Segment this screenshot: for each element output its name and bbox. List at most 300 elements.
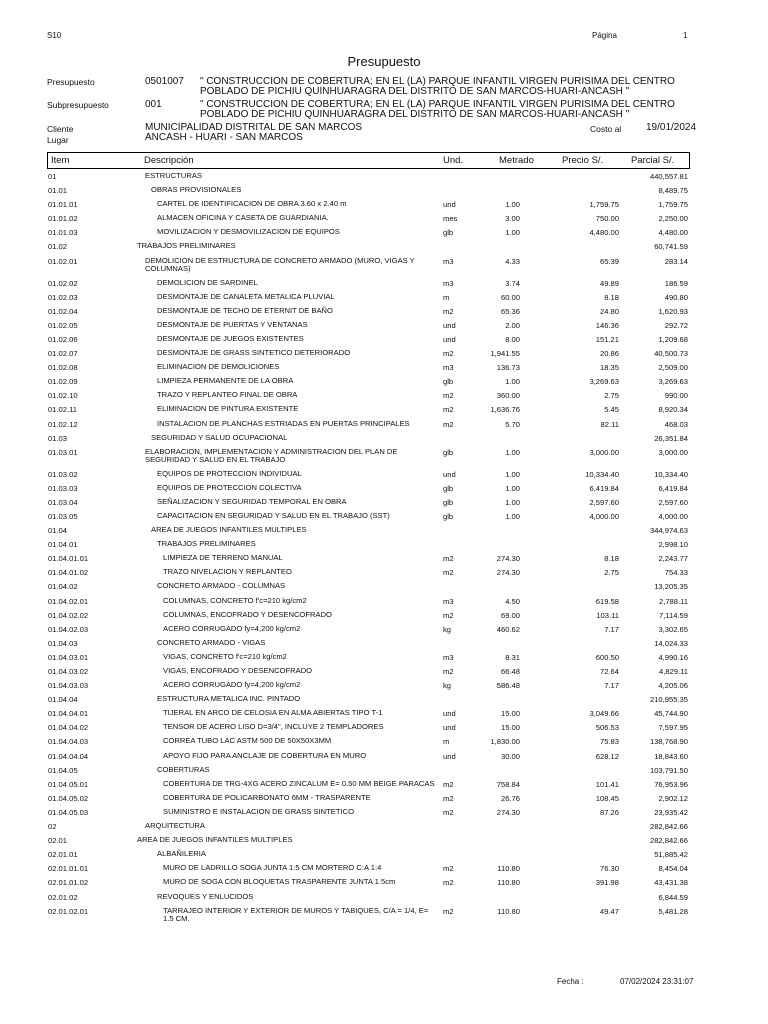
- column-und: Und.: [443, 155, 464, 166]
- row-description: VIGAS, ENCOFRADO Y DESENCOFRADO: [163, 666, 313, 675]
- row-item: 01.04.04.03: [48, 737, 89, 747]
- column-descripcion: Descripción: [144, 155, 194, 166]
- table-row: [0, 892, 768, 906]
- row-parcial: 282,842.66: [649, 836, 688, 846]
- row-parcial: 43,431.38: [654, 878, 688, 888]
- row-item: 01.04.02.02: [48, 610, 89, 620]
- row-item: 01.04.05.01: [48, 779, 89, 789]
- row-item: 01.03.05: [48, 511, 78, 521]
- row-unit: m2: [443, 878, 454, 888]
- row-precio: 1,759.75: [589, 200, 619, 210]
- row-metrado: 758.84: [496, 779, 520, 789]
- row-unit: glb: [443, 377, 454, 387]
- row-precio: 8.18: [604, 554, 619, 564]
- row-description: DESMONTAJE DE PUERTAS Y VENTANAS: [157, 319, 308, 329]
- table-row: [0, 793, 768, 807]
- row-unit: m3: [443, 652, 454, 662]
- row-metrado: 69.00: [500, 610, 520, 620]
- row-unit: m2: [443, 568, 454, 578]
- row-precio: 76.30: [599, 864, 619, 874]
- row-unit: kg: [443, 624, 452, 634]
- row-parcial: 468.03: [664, 419, 688, 429]
- row-parcial: 18,843.60: [654, 751, 688, 761]
- table-row: [0, 390, 768, 404]
- row-description: VIGAS, CONCRETO f'c=210 kg/cm2: [163, 651, 287, 661]
- row-precio: 628.12: [595, 751, 619, 761]
- fecha-label: Fecha :: [557, 977, 584, 986]
- table-row: [0, 680, 768, 694]
- row-precio: 3,049.66: [589, 709, 619, 719]
- row-description: ESTRUCTURA METALICA INC. PINTADO: [157, 694, 301, 704]
- row-unit: m2: [443, 779, 454, 789]
- row-unit: kg: [443, 681, 452, 691]
- row-metrado: 586.48: [496, 681, 520, 691]
- table-row: [0, 581, 768, 595]
- row-metrado: 360.00: [496, 391, 520, 401]
- row-metrado: 1.00: [505, 447, 520, 457]
- row-metrado: 274.30: [496, 807, 520, 817]
- row-item: 01.02.06: [48, 334, 78, 344]
- row-parcial: 1,759.75: [658, 200, 688, 210]
- row-precio: 2.75: [604, 568, 619, 578]
- row-metrado: 136.73: [496, 363, 520, 373]
- report-code: S10: [47, 31, 62, 40]
- row-parcial: 8,489.75: [658, 186, 688, 196]
- row-description: DESMONTAJE DE JUEGOS EXISTENTES: [157, 333, 304, 343]
- row-item: 01.02: [48, 242, 68, 252]
- row-metrado: 15.00: [500, 709, 520, 719]
- row-precio: 3,269.63: [589, 377, 619, 387]
- row-precio: 10,334.40: [585, 469, 619, 479]
- table-row: [0, 906, 768, 928]
- row-metrado: 3.74: [505, 278, 520, 288]
- row-description: OBRAS PROVISIONALES: [151, 185, 242, 195]
- row-description: EQUIPOS DE PROTECCION COLECTIVA: [157, 482, 302, 492]
- row-description: INSTALACION DE PLANCHAS ESTRIADAS EN PUERTAS PRINCIPALES: [157, 418, 410, 428]
- row-metrado: 1,941.55: [490, 349, 520, 359]
- row-item: 01.01.02: [48, 214, 78, 224]
- row-unit: glb: [443, 483, 454, 493]
- row-metrado: 4.50: [505, 596, 520, 606]
- row-precio: 108.45: [595, 793, 619, 803]
- row-description: COLUMNAS, ENCOFRADO Y DESENCOFRADO: [163, 609, 332, 619]
- row-item: 01.04.02.01: [48, 596, 89, 606]
- row-parcial: 282,842.66: [649, 822, 688, 832]
- table-row: [0, 624, 768, 638]
- row-precio: 18.35: [599, 363, 619, 373]
- table-row: [0, 610, 768, 624]
- row-description: ACERO CORRUGADO fy=4,200 kg/cm2: [163, 623, 301, 633]
- row-description: MURO DE LADRILLO SOGA JUNTA 1:5 CM MORTERO C:A 1:4: [163, 863, 382, 873]
- table-row: [0, 807, 768, 821]
- row-parcial: 7,597.95: [658, 723, 688, 733]
- row-precio: 65.39: [599, 256, 619, 266]
- row-metrado: 15.00: [500, 723, 520, 733]
- row-item: 01.02.08: [48, 363, 78, 373]
- row-parcial: 6,844.59: [658, 892, 688, 902]
- row-precio: 72.64: [599, 667, 619, 676]
- row-unit: m2: [443, 419, 454, 429]
- row-item: 01.02.12: [48, 419, 78, 429]
- row-item: 01.02.11: [48, 405, 77, 415]
- row-description: SEÑALIZACION Y SEGURIDAD TEMPORAL EN OBRA: [157, 496, 347, 506]
- row-description: REVOQUES Y ENLUCIDOS: [157, 891, 254, 901]
- row-precio: 506.53: [595, 723, 619, 733]
- row-unit: m2: [443, 793, 454, 803]
- row-item: 01.04.03.02: [48, 667, 89, 676]
- row-unit: m2: [443, 306, 454, 316]
- row-unit: glb: [443, 228, 454, 238]
- table-row: [0, 256, 768, 278]
- row-description: TRABAJOS PRELIMINARES: [137, 241, 236, 251]
- table-row: [0, 292, 768, 306]
- row-description: ELIMINACION DE PINTURA EXISTENTE: [157, 404, 299, 414]
- row-precio: 4,480.00: [589, 228, 619, 238]
- row-description: CAPACITACION EN SEGURIDAD Y SALUD EN EL TRABAJO (SST): [157, 510, 390, 520]
- row-parcial: 440,557.81: [649, 172, 688, 181]
- row-parcial: 8,454.04: [658, 864, 688, 874]
- row-precio: 20.86: [599, 349, 619, 359]
- row-description: LIMPIEZA DE TERRENO MANUAL: [163, 553, 283, 563]
- row-description: ACERO CORRUGADO fy=4,200 kg/cm2: [163, 680, 301, 690]
- row-item: 02.01.01.01: [48, 864, 89, 874]
- table-row: [0, 348, 768, 362]
- table-row: [0, 306, 768, 320]
- row-parcial: 51,885.42: [654, 850, 688, 860]
- row-unit: m3: [443, 596, 454, 606]
- row-item: 01.04.01: [48, 540, 78, 550]
- table-row: [0, 511, 768, 525]
- row-description: TRABAJOS PRELIMINARES: [157, 539, 256, 549]
- row-metrado: 66.48: [500, 667, 520, 676]
- row-precio: 24.80: [599, 306, 619, 316]
- table-row: [0, 835, 768, 849]
- row-precio: 750.00: [595, 214, 619, 224]
- row-unit: und: [443, 751, 456, 761]
- table-row: [0, 525, 768, 539]
- row-metrado: 1.00: [505, 469, 520, 479]
- row-unit: und: [443, 334, 456, 344]
- row-unit: m: [443, 737, 450, 747]
- row-item: 02.01.02: [48, 892, 78, 902]
- row-item: 01: [48, 172, 57, 181]
- row-precio: 6,419.84: [589, 483, 619, 493]
- row-description: SUMINISTRO E INSTALACION DE GRASS SINTETICO: [163, 806, 354, 816]
- row-parcial: 2,998.10: [658, 540, 688, 550]
- row-description: DEMOLICION DE SARDINEL: [157, 277, 258, 287]
- row-parcial: 2,788.11: [659, 596, 688, 606]
- row-unit: m2: [443, 667, 454, 676]
- row-description: COBERTURAS: [157, 764, 210, 774]
- row-parcial: 990.00: [664, 391, 688, 401]
- row-unit: m2: [443, 405, 454, 415]
- row-description: DESMONTAJE DE TECHO DE ETERNIT DE BAÑO: [157, 305, 333, 315]
- row-item: 01.03.02: [48, 469, 78, 479]
- row-description: ELABORACION, IMPLEMENTACION Y ADMINISTRACION DEL PLAN DE SEGURIDAD Y SALUD EN EL TRABAJO: [145, 446, 398, 465]
- costo-label: Costo al: [590, 124, 622, 134]
- row-parcial: 13,205.35: [654, 582, 688, 592]
- row-description: EQUIPOS DE PROTECCION INDIVIDUAL: [157, 468, 302, 478]
- row-parcial: 2,243.77: [658, 554, 688, 564]
- row-metrado: 460.62: [496, 624, 520, 634]
- row-parcial: 210,955.35: [649, 695, 688, 705]
- row-parcial: 1,209.68: [658, 334, 688, 344]
- row-unit: und: [443, 709, 456, 719]
- row-metrado: 2.00: [505, 320, 520, 330]
- row-precio: 5.45: [604, 405, 619, 415]
- lugar-label: Lugar: [47, 135, 69, 145]
- column-item: Item: [51, 155, 70, 166]
- row-precio: 7.17: [604, 624, 619, 634]
- row-description: MURO DE SOGA CON BLOQUETAS TRASPARENTE JUNTA 1.5cm: [163, 877, 396, 887]
- table-row: [0, 483, 768, 497]
- table-row: [0, 213, 768, 227]
- table-row: [0, 362, 768, 376]
- row-item: 01.04.05.03: [48, 807, 89, 817]
- row-precio: 391.98: [595, 878, 619, 888]
- row-parcial: 2,597.60: [658, 497, 688, 507]
- row-unit: m: [443, 292, 450, 302]
- row-description: COLUMNAS, CONCRETO f'c=210 kg/cm2: [163, 595, 307, 605]
- table-row: [0, 447, 768, 469]
- row-parcial: 45,744.90: [654, 709, 688, 719]
- row-parcial: 138,768.90: [649, 737, 688, 747]
- row-item: 01.04.05.02: [48, 793, 89, 803]
- row-unit: m3: [443, 256, 454, 266]
- row-item: 01.04.02: [48, 582, 78, 592]
- row-metrado: 60.00: [500, 292, 520, 302]
- table-row: [0, 376, 768, 390]
- row-precio: 619.58: [595, 596, 619, 606]
- row-parcial: 490.80: [664, 292, 688, 302]
- subpresupuesto-description: " CONSTRUCCION DE COBERTURA; EN EL (LA) PARQUE INFANTIL VIRGEN PURISIMA DEL CENTRO POBLADO DE PICHIU QUINHUARAGRA DEL DISTRITO DE SAN MARCOS-HUARI-ANCASH ": [200, 99, 675, 120]
- row-description: DEMOLICION DE ESTRUCTURA DE CONCRETO ARMADO (MURO, VIGAS Y COLUMNAS): [145, 255, 415, 274]
- row-metrado: 1.00: [505, 228, 520, 238]
- row-description: CARTEL DE IDENTIFICACION DE OBRA 3.60 x 2.40 m: [157, 199, 347, 209]
- row-unit: und: [443, 723, 456, 733]
- table-row: [0, 779, 768, 793]
- table-row: [0, 765, 768, 779]
- row-description: COBERTURA DE POLICARBONATO 6MM - TRASPARENTE: [163, 792, 371, 802]
- row-unit: glb: [443, 497, 454, 507]
- row-item: 01.01: [48, 186, 68, 196]
- row-precio: 2.75: [604, 391, 619, 401]
- row-item: 01.02.10: [48, 391, 78, 401]
- table-row: [0, 278, 768, 292]
- row-description: ALMACEN OFICINA Y CASETA DE GUARDIANIA.: [157, 213, 329, 223]
- row-metrado: 110.80: [497, 906, 520, 916]
- row-precio: 151.21: [595, 334, 619, 344]
- row-item: 01.02.02: [48, 278, 78, 288]
- row-parcial: 3,000.00: [658, 447, 688, 457]
- row-parcial: 3,269.63: [658, 377, 688, 387]
- row-item: 01.04.03: [48, 638, 78, 648]
- row-parcial: 40,500.73: [654, 349, 688, 359]
- row-parcial: 103,791.50: [649, 765, 688, 775]
- presupuesto-code: 0501007: [145, 76, 184, 87]
- row-description: TARRAJEO INTERIOR Y EXTERIOR DE MUROS Y TABIQUES, C/A = 1/4, E= 1.5 CM.: [163, 905, 429, 924]
- row-precio: 600.50: [595, 652, 619, 662]
- row-unit: m2: [443, 807, 454, 817]
- row-precio: 101.41: [595, 779, 619, 789]
- row-item: 02.01.02.01: [48, 906, 89, 916]
- row-metrado: 1.00: [505, 377, 520, 387]
- row-precio: 49.47: [599, 906, 619, 916]
- row-description: TRAZO NIVELACION Y REPLANTEO: [163, 567, 292, 577]
- row-metrado: 1.00: [505, 483, 520, 493]
- table-row: [0, 185, 768, 199]
- row-parcial: 4,480.00: [658, 228, 688, 238]
- table-row: [0, 334, 768, 348]
- table-row: [0, 877, 768, 891]
- row-precio: 3,000.00: [589, 447, 619, 457]
- row-metrado: 110.80: [497, 878, 520, 888]
- row-metrado: 4.33: [505, 256, 520, 266]
- table-row: [0, 652, 768, 666]
- table-row: [0, 694, 768, 708]
- table-row: [0, 419, 768, 433]
- row-item: 01.02.04: [48, 306, 78, 316]
- row-description: ESTRUCTURAS: [145, 171, 202, 180]
- table-row: [0, 567, 768, 581]
- row-description: ARQUITECTURA: [145, 821, 205, 831]
- row-description: MOVILIZACION Y DESMOVILIZACION DE EQUIPOS: [157, 227, 340, 237]
- row-metrado: 3.00: [505, 214, 520, 224]
- row-parcial: 7,114.59: [659, 610, 688, 620]
- row-item: 01.02.09: [48, 377, 78, 387]
- row-parcial: 4,205.06: [658, 681, 688, 691]
- page-label: Página: [592, 31, 617, 40]
- row-metrado: 5.70: [505, 419, 520, 429]
- row-description: AREA DE JUEGOS INFANTILES MULTIPLES: [137, 835, 293, 845]
- row-description: TRAZO Y REPLANTEO FINAL DE OBRA: [157, 390, 298, 400]
- row-unit: m2: [443, 349, 454, 359]
- row-precio: 103.11: [596, 610, 619, 620]
- row-item: 02: [48, 822, 57, 832]
- row-item: 01.01.01: [48, 200, 78, 210]
- row-item: 01.04.04.01: [48, 709, 89, 719]
- row-item: 01.04: [48, 526, 68, 536]
- table-row: [0, 404, 768, 418]
- row-item: 01.03.04: [48, 497, 78, 507]
- table-row: [0, 553, 768, 567]
- row-unit: m2: [443, 864, 454, 874]
- row-item: 01.04.03.01: [48, 652, 89, 662]
- row-parcial: 76,953.96: [654, 779, 688, 789]
- row-item: 01.03: [48, 433, 68, 443]
- table-row: [0, 497, 768, 511]
- row-parcial: 2,509.00: [658, 363, 688, 373]
- presupuesto-label: Presupuesto: [47, 77, 95, 87]
- table-row: [0, 722, 768, 736]
- table-row: [0, 433, 768, 447]
- table-row: [0, 199, 768, 213]
- row-item: 01.04.03.03: [48, 681, 89, 691]
- row-item: 01.04.01.02: [48, 568, 89, 578]
- row-parcial: 5,481.28: [658, 906, 688, 916]
- row-parcial: 10,334.40: [654, 469, 688, 479]
- row-unit: m2: [443, 554, 454, 564]
- table-row: [0, 863, 768, 877]
- row-description: AREA DE JUEGOS INFANTILES MULTIPLES: [151, 525, 307, 535]
- subpresupuesto-label: Subpresupuesto: [47, 100, 109, 110]
- row-parcial: 8,920.34: [658, 405, 688, 415]
- row-item: 01.03.01: [48, 447, 78, 457]
- row-unit: m2: [443, 906, 454, 916]
- lugar-value: ANCASH - HUARI - SAN MARCOS: [145, 132, 303, 143]
- table-row: [0, 539, 768, 553]
- row-precio: 82.11: [600, 419, 619, 429]
- row-item: 01.01.03: [48, 228, 78, 238]
- page-title: Presupuesto: [347, 54, 421, 69]
- row-unit: und: [443, 469, 456, 479]
- row-precio: 8.18: [604, 292, 619, 302]
- row-item: 01.02.05: [48, 320, 78, 330]
- row-metrado: 1.00: [505, 511, 520, 521]
- row-description: LIMPIEZA PERMANENTE DE LA OBRA: [157, 376, 294, 386]
- column-parcial: Parcial S/.: [631, 155, 675, 166]
- table-row: [0, 736, 768, 750]
- row-parcial: 26,351.84: [654, 433, 688, 443]
- row-unit: und: [443, 320, 456, 330]
- table-row: [0, 708, 768, 722]
- row-parcial: 60,741.59: [654, 242, 688, 252]
- row-description: CONCRETO ARMADO - VIGAS: [157, 637, 266, 647]
- row-precio: 7.17: [604, 681, 619, 691]
- row-metrado: 1,830.00: [490, 737, 520, 747]
- row-description: SEGURIDAD Y SALUD OCUPACIONAL: [151, 432, 288, 442]
- costo-date: 19/01/2024: [646, 122, 697, 133]
- table-row: [0, 171, 768, 185]
- row-item: 02.01.01: [48, 850, 78, 860]
- table-row: [0, 751, 768, 765]
- row-description: APOYO FIJO PARA ANCLAJE DE COBERTURA EN MURO: [163, 750, 367, 760]
- table-row: [0, 821, 768, 835]
- table-row: [0, 241, 768, 255]
- row-metrado: 26.76: [500, 793, 520, 803]
- row-unit: glb: [443, 447, 454, 457]
- table-row: [0, 849, 768, 863]
- row-description: TENSOR DE ACERO LISO D=3/4", INCLUYE 2 TEMPLADORES: [163, 722, 384, 732]
- row-item: 02.01: [48, 836, 68, 846]
- row-description: ALBAÑILERIA: [157, 849, 206, 859]
- row-parcial: 6,419.84: [658, 483, 688, 493]
- row-metrado: 274.30: [496, 554, 520, 564]
- row-precio: 87.26: [599, 807, 619, 817]
- column-metrado: Metrado: [499, 155, 534, 166]
- row-parcial: 3,302.65: [658, 624, 688, 634]
- row-description: COBERTURA DE TRG-4XG ACERO ZINCALUM E= 0.50 MM BEIGE PARACAS: [163, 778, 435, 788]
- row-metrado: 65.36: [500, 306, 520, 316]
- table-row: [0, 469, 768, 483]
- row-parcial: 2,250.00: [658, 214, 688, 224]
- row-item: 01.04.02.03: [48, 624, 89, 634]
- row-precio: 4,000.00: [589, 511, 619, 521]
- row-parcial: 754.33: [664, 568, 688, 578]
- row-unit: mes: [443, 214, 458, 224]
- row-precio: 75.83: [599, 737, 619, 747]
- budget-table: [0, 171, 768, 928]
- row-parcial: 23,935.42: [654, 807, 688, 817]
- row-parcial: 344,974.63: [649, 526, 688, 536]
- row-parcial: 4,000.00: [658, 511, 688, 521]
- presupuesto-description: " CONSTRUCCION DE COBERTURA; EN EL (LA) PARQUE INFANTIL VIRGEN PURISIMA DEL CENTRO POBLADO DE PICHIU QUINHUARAGRA DEL DISTRITO DE SAN MARCOS-HUARI-ANCASH ": [200, 76, 675, 97]
- fecha-value: 07/02/2024 23:31:07: [620, 977, 694, 986]
- row-item: 01.04.04.04: [48, 751, 89, 761]
- row-parcial: 283.14: [664, 256, 688, 266]
- row-metrado: 30.00: [500, 751, 520, 761]
- column-precio: Precio S/.: [562, 155, 604, 166]
